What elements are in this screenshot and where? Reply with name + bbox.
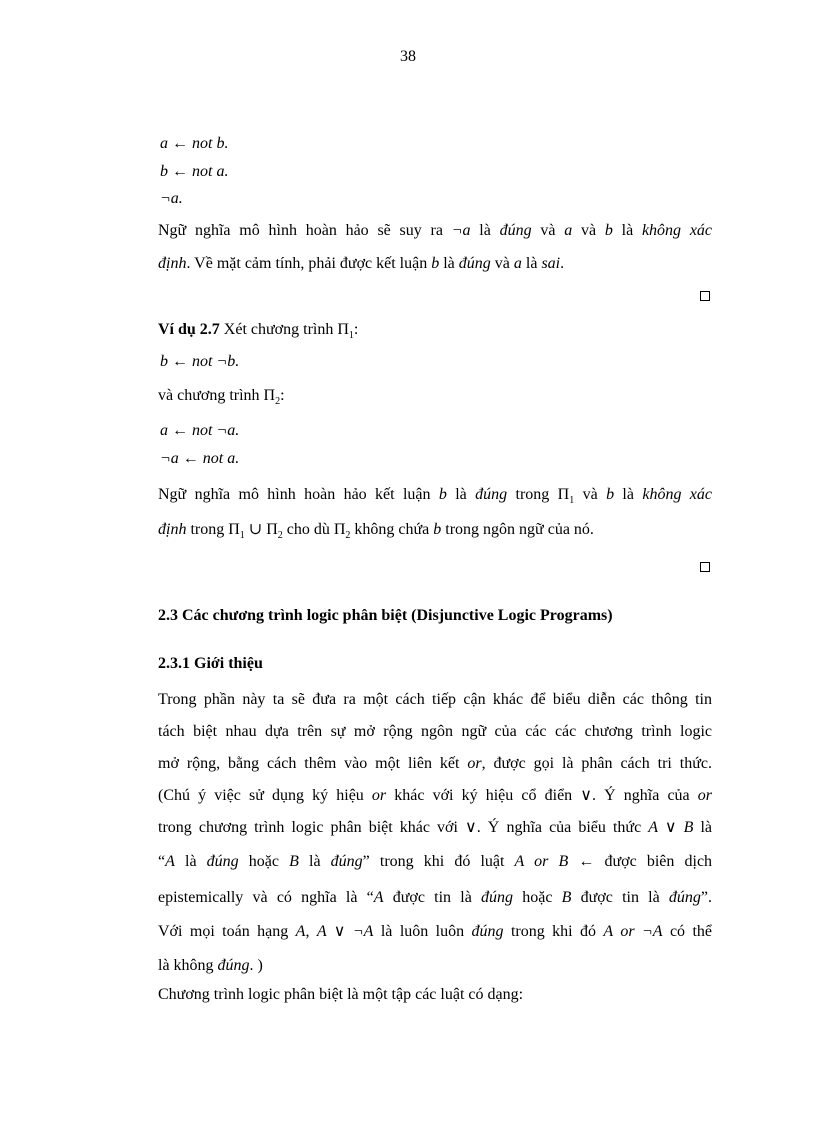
body-line-6: “A là đúng hoặc B là đúng” trong khi đó luật A or B ← được biên dịch (158, 853, 713, 870)
rule-a-not-b: a ← not b. (160, 135, 229, 152)
qed-square-icon (700, 562, 710, 572)
body-line-2: tách biệt nhau dựa trên sự mở rộng ngôn ngữ của các các chương trình logic (158, 723, 712, 740)
rule-a-not-neg-a: a ← not ¬a. (160, 422, 240, 439)
conclusion-line-1: Ngữ nghĩa mô hình hoàn hảo sẽ suy ra ¬a là đúng và a và b là không xác (158, 222, 713, 239)
example-2-7-conclusion-2: định trong $\Pi_1$ ∪ $\Pi_2$ cho dù $\Pi_2$ không chứa b trong ngôn ngữ của nó. (158, 521, 594, 542)
body-line-10: Chương trình logic phân biệt là một tập các luật có dạng: (158, 986, 524, 1003)
rule-neg-a-not-a: ¬a ← not a. (160, 450, 240, 467)
example-2-7-conclusion-1: Ngữ nghĩa mô hình hoàn hảo kết luận b là đúng trong $\Pi_1$ và b là không xác (158, 486, 713, 507)
section-2-3-1-heading: 2.3.1 Giới thiệu (158, 655, 263, 672)
body-line-1: Trong phần này ta sẽ đưa ra một cách tiếp cận khác để biểu diễn các thông tin (158, 691, 712, 708)
body-line-3: mở rộng, bằng cách thêm vào một liên kết or, được gọi là phân cách tri thức. (158, 755, 712, 772)
example-2-7-intro: Ví dụ 2.7 Xét chương trình $\Pi_1$: (158, 321, 359, 342)
rule-b-not-a: b ← not a. (160, 163, 229, 180)
body-line-9: là không đúng. ) (158, 957, 263, 974)
body-line-7: epistemically và có nghĩa là “A được tin là đúng hoặc B được tin là đúng”. (158, 889, 713, 906)
rule-neg-a: ¬a. (160, 190, 183, 207)
body-line-5: trong chương trình logic phân biệt khác với ∨. Ý nghĩa của biểu thức A ∨ B là (158, 819, 713, 836)
body-line-8: Với mọi toán hạng A, A ∨ ¬A là luôn luôn đúng trong khi đó A or ¬A có thể (158, 923, 713, 940)
body-line-4: (Chú ý việc sử dụng ký hiệu or khác với ký hiệu cổ điển ∨. Ý nghĩa của or (158, 787, 712, 804)
rule-b-not-neg-b: b ← not ¬b. (160, 353, 240, 370)
page-number: 38 (400, 48, 416, 65)
and-program-pi2: và chương trình $\Pi_2$: (158, 387, 285, 408)
section-2-3-heading: 2.3 Các chương trình logic phân biệt (Disjunctive Logic Programs) (158, 607, 613, 624)
conclusion-line-2: định. Về mặt cảm tính, phải được kết luận b là đúng và a là sai. (158, 255, 565, 272)
qed-square-icon (700, 291, 710, 301)
